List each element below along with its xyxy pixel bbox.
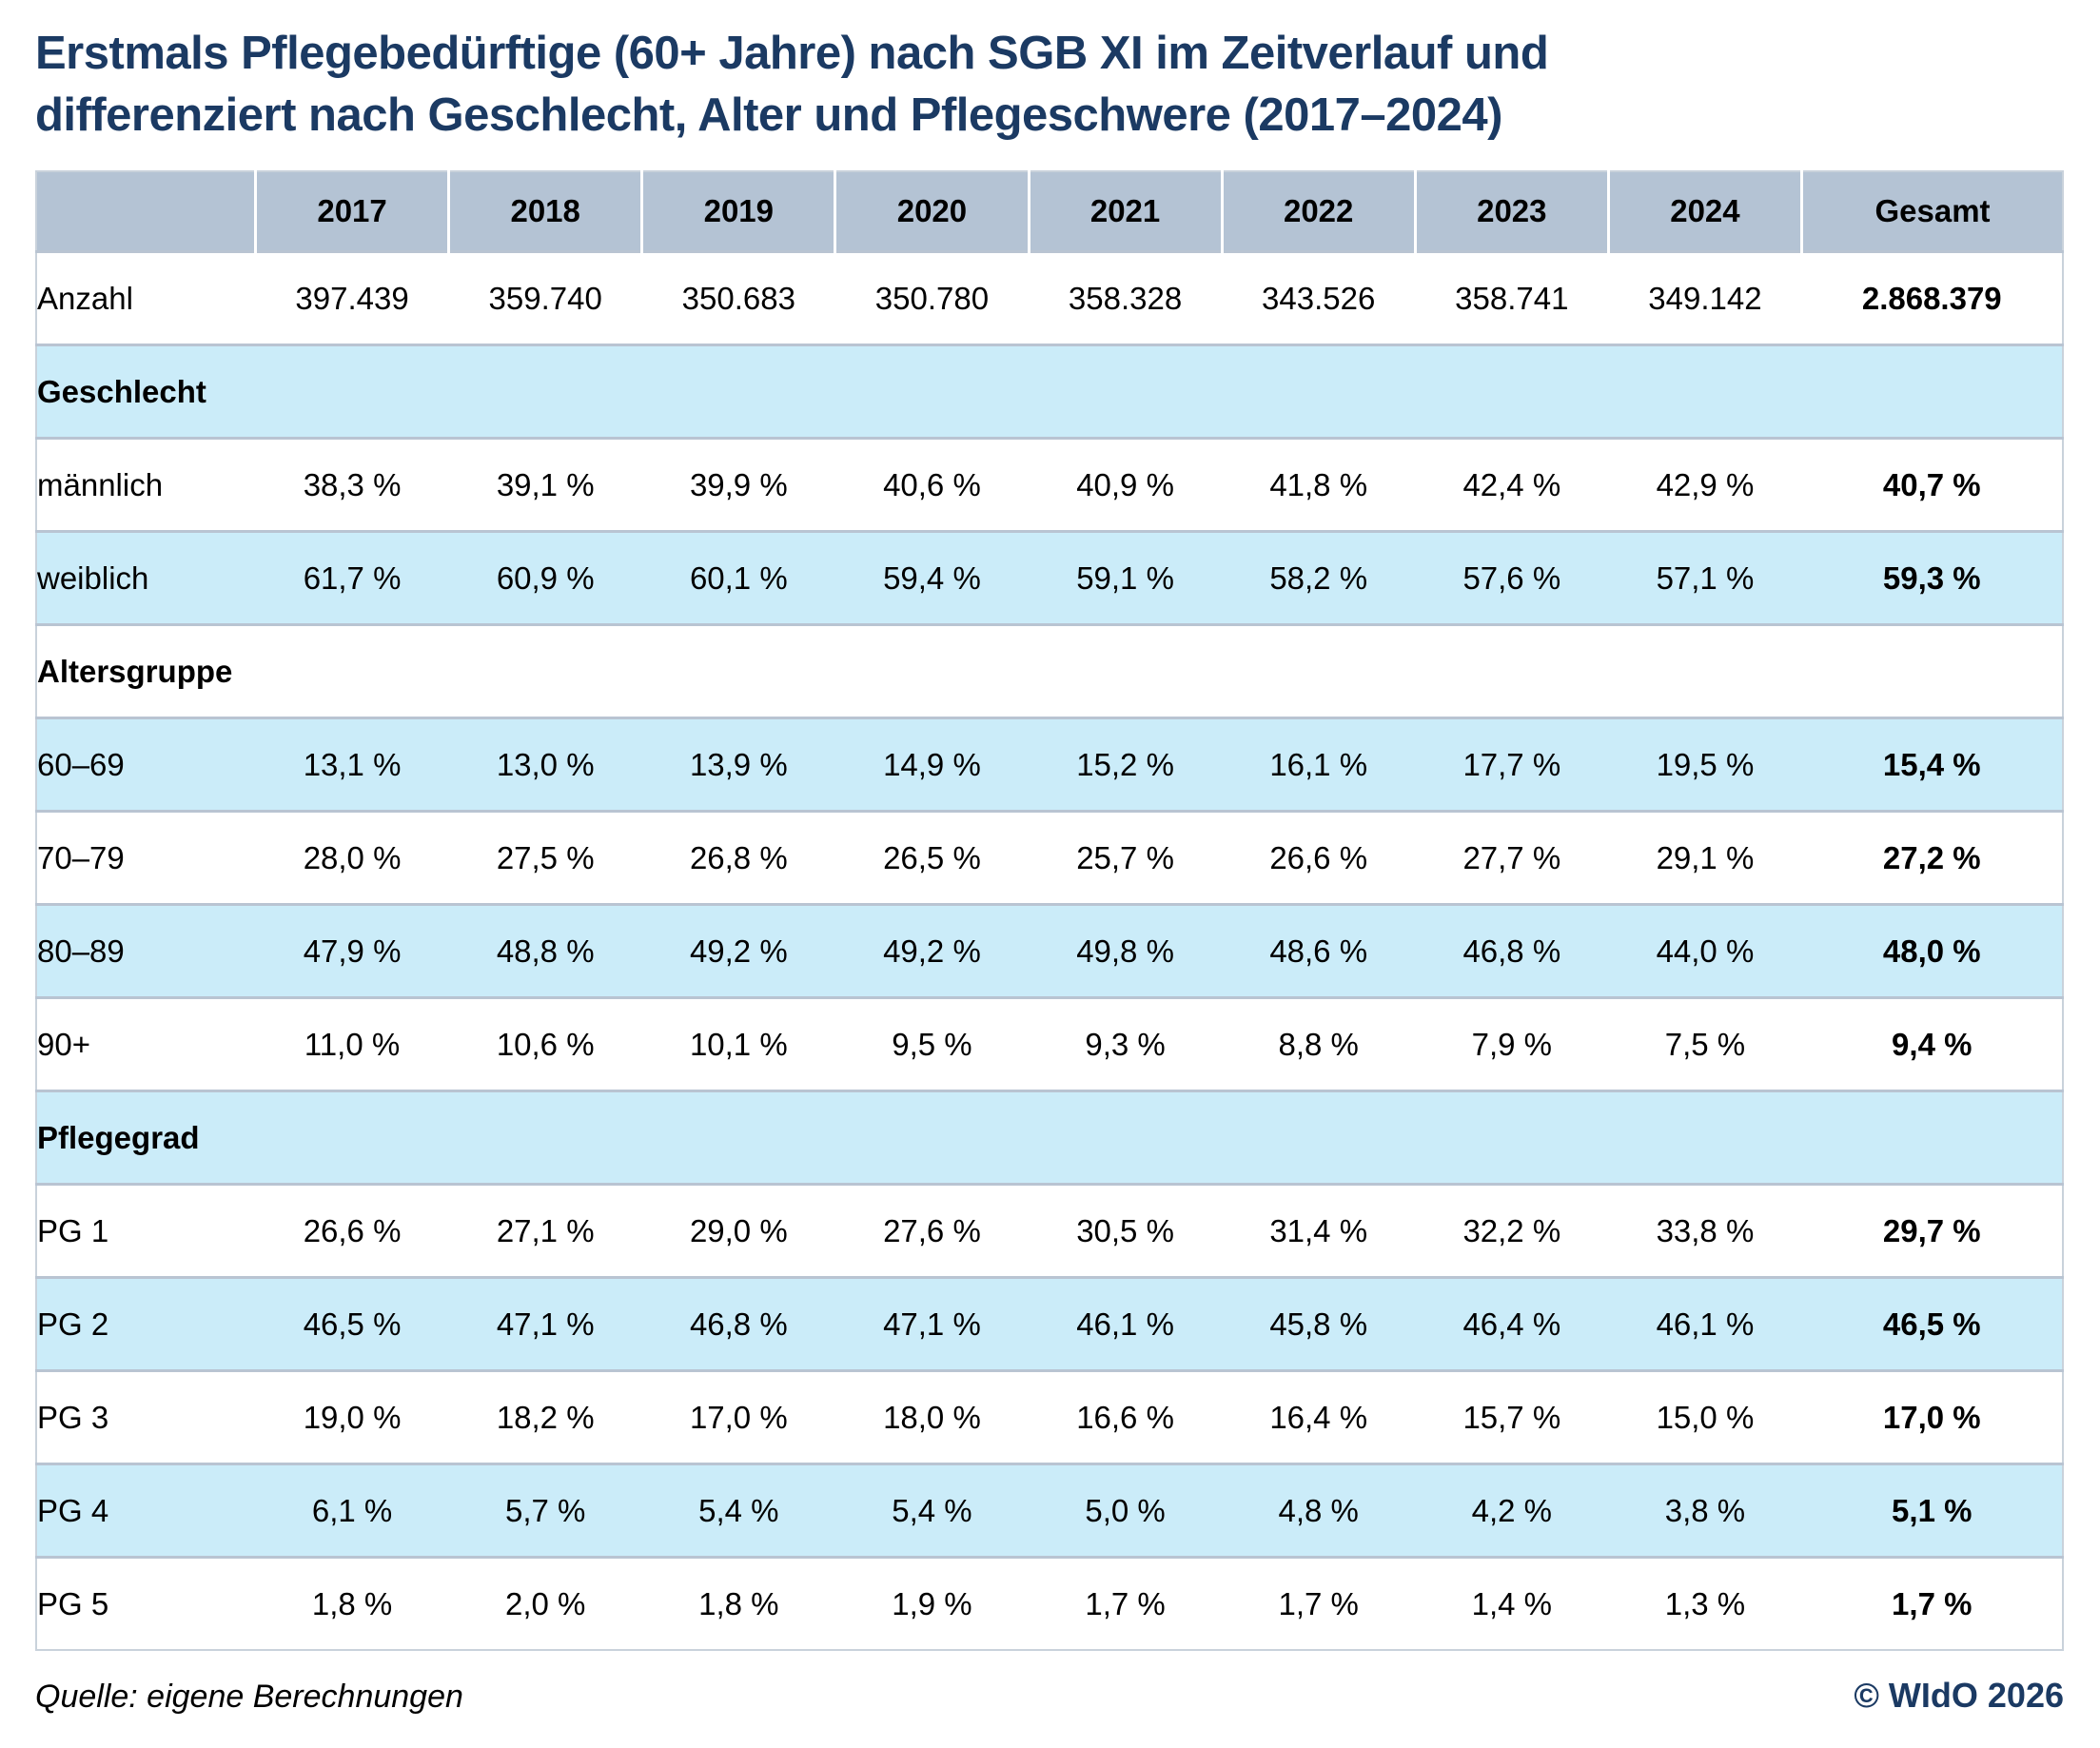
value-cell: 38,3 % xyxy=(256,439,449,532)
total-cell: 9,4 % xyxy=(1802,998,2064,1091)
value-cell: 15,7 % xyxy=(1415,1371,1608,1464)
value-cell: 16,4 % xyxy=(1222,1371,1415,1464)
value-cell: 48,8 % xyxy=(449,905,642,998)
value-cell: 16,6 % xyxy=(1029,1371,1222,1464)
value-cell: 7,9 % xyxy=(1415,998,1608,1091)
table-row xyxy=(36,532,2063,625)
row-label: Anzahl xyxy=(36,252,256,345)
value-cell: 343.526 xyxy=(1222,252,1415,345)
value-cell: 4,8 % xyxy=(1222,1464,1415,1558)
value-cell: 3,8 % xyxy=(1608,1464,1801,1558)
value-cell: 57,6 % xyxy=(1415,532,1608,625)
table-row xyxy=(36,812,2063,905)
value-cell: 10,6 % xyxy=(449,998,642,1091)
table-row xyxy=(36,1371,2063,1464)
value-cell: 7,5 % xyxy=(1608,998,1801,1091)
value-cell: 60,1 % xyxy=(642,532,835,625)
page-title-line1: Erstmals Pflegebedürftige (60+ Jahre) nach SGB XI im Zeitverlauf und xyxy=(35,28,1549,79)
value-cell: 14,9 % xyxy=(835,718,1029,812)
value-cell: 49,2 % xyxy=(835,905,1029,998)
section-row xyxy=(36,345,2063,439)
total-cell: 46,5 % xyxy=(1802,1278,2064,1371)
year-column-header: 2024 xyxy=(1608,171,1801,252)
table-row xyxy=(36,1185,2063,1278)
value-cell: 1,8 % xyxy=(642,1558,835,1651)
page-title-line2: differenziert nach Geschlecht, Alter und Pflegeschwere (2017–2024) xyxy=(35,88,1502,141)
value-cell: 5,4 % xyxy=(642,1464,835,1558)
value-cell: 13,1 % xyxy=(256,718,449,812)
value-cell: 17,0 % xyxy=(642,1371,835,1464)
value-cell: 39,9 % xyxy=(642,439,835,532)
value-cell: 1,7 % xyxy=(1222,1558,1415,1651)
value-cell: 26,5 % xyxy=(835,812,1029,905)
year-column-header: 2019 xyxy=(642,171,835,252)
value-cell: 359.740 xyxy=(449,252,642,345)
value-cell: 46,8 % xyxy=(642,1278,835,1371)
row-label: 70–79 xyxy=(36,812,256,905)
table-row xyxy=(36,1558,2063,1651)
value-cell: 397.439 xyxy=(256,252,449,345)
value-cell: 40,6 % xyxy=(835,439,1029,532)
total-cell: 5,1 % xyxy=(1802,1464,2064,1558)
value-cell: 46,1 % xyxy=(1608,1278,1801,1371)
row-label: PG 2 xyxy=(36,1278,256,1371)
total-cell: 15,4 % xyxy=(1802,718,2064,812)
value-cell: 16,1 % xyxy=(1222,718,1415,812)
copyright: © WIdO 2026 xyxy=(1854,1676,2064,1716)
total-cell: 1,7 % xyxy=(1802,1558,2064,1651)
value-cell: 19,5 % xyxy=(1608,718,1801,812)
table-head xyxy=(36,171,2063,252)
value-cell: 31,4 % xyxy=(1222,1185,1415,1278)
value-cell: 9,3 % xyxy=(1029,998,1222,1091)
corner-cell xyxy=(36,171,256,252)
value-cell: 57,1 % xyxy=(1608,532,1801,625)
section-label: Pflegegrad xyxy=(36,1091,2063,1185)
value-cell: 349.142 xyxy=(1608,252,1801,345)
value-cell: 33,8 % xyxy=(1608,1185,1801,1278)
value-cell: 27,1 % xyxy=(449,1185,642,1278)
value-cell: 8,8 % xyxy=(1222,998,1415,1091)
value-cell: 4,2 % xyxy=(1415,1464,1608,1558)
value-cell: 48,6 % xyxy=(1222,905,1415,998)
value-cell: 27,6 % xyxy=(835,1185,1029,1278)
page-title xyxy=(35,23,2065,146)
section-label: Altersgruppe xyxy=(36,625,2063,718)
data-table xyxy=(35,170,2064,1651)
value-cell: 18,2 % xyxy=(449,1371,642,1464)
value-cell: 26,8 % xyxy=(642,812,835,905)
table-row xyxy=(36,905,2063,998)
table-row xyxy=(36,1278,2063,1371)
value-cell: 17,7 % xyxy=(1415,718,1608,812)
value-cell: 1,9 % xyxy=(835,1558,1029,1651)
table-header-row xyxy=(36,171,2063,252)
year-column-header: 2018 xyxy=(449,171,642,252)
value-cell: 13,0 % xyxy=(449,718,642,812)
value-cell: 350.683 xyxy=(642,252,835,345)
row-label: PG 3 xyxy=(36,1371,256,1464)
value-cell: 27,7 % xyxy=(1415,812,1608,905)
table-body xyxy=(36,252,2063,1651)
year-column-header: 2021 xyxy=(1029,171,1222,252)
value-cell: 47,1 % xyxy=(835,1278,1029,1371)
value-cell: 32,2 % xyxy=(1415,1185,1608,1278)
value-cell: 350.780 xyxy=(835,252,1029,345)
value-cell: 25,7 % xyxy=(1029,812,1222,905)
row-label: PG 1 xyxy=(36,1185,256,1278)
value-cell: 1,3 % xyxy=(1608,1558,1801,1651)
value-cell: 15,0 % xyxy=(1608,1371,1801,1464)
section-row xyxy=(36,1091,2063,1185)
footer xyxy=(35,1676,2064,1716)
year-column-header: 2020 xyxy=(835,171,1029,252)
row-label: männlich xyxy=(36,439,256,532)
table-row xyxy=(36,998,2063,1091)
value-cell: 19,0 % xyxy=(256,1371,449,1464)
total-cell: 59,3 % xyxy=(1802,532,2064,625)
value-cell: 28,0 % xyxy=(256,812,449,905)
value-cell: 5,4 % xyxy=(835,1464,1029,1558)
table-row xyxy=(36,718,2063,812)
row-label: PG 4 xyxy=(36,1464,256,1558)
value-cell: 49,8 % xyxy=(1029,905,1222,998)
value-cell: 358.328 xyxy=(1029,252,1222,345)
total-cell: 2.868.379 xyxy=(1802,252,2064,345)
value-cell: 47,1 % xyxy=(449,1278,642,1371)
value-cell: 26,6 % xyxy=(256,1185,449,1278)
value-cell: 45,8 % xyxy=(1222,1278,1415,1371)
value-cell: 15,2 % xyxy=(1029,718,1222,812)
total-cell: 40,7 % xyxy=(1802,439,2064,532)
value-cell: 1,7 % xyxy=(1029,1558,1222,1651)
total-cell: 29,7 % xyxy=(1802,1185,2064,1278)
value-cell: 59,1 % xyxy=(1029,532,1222,625)
total-cell: 48,0 % xyxy=(1802,905,2064,998)
row-label: 60–69 xyxy=(36,718,256,812)
table-row xyxy=(36,252,2063,345)
value-cell: 29,1 % xyxy=(1608,812,1801,905)
value-cell: 60,9 % xyxy=(449,532,642,625)
value-cell: 59,4 % xyxy=(835,532,1029,625)
year-column-header: 2022 xyxy=(1222,171,1415,252)
value-cell: 42,9 % xyxy=(1608,439,1801,532)
total-cell: 17,0 % xyxy=(1802,1371,2064,1464)
value-cell: 46,8 % xyxy=(1415,905,1608,998)
year-column-header: 2017 xyxy=(256,171,449,252)
value-cell: 47,9 % xyxy=(256,905,449,998)
value-cell: 358.741 xyxy=(1415,252,1608,345)
row-label: 90+ xyxy=(36,998,256,1091)
row-label: 80–89 xyxy=(36,905,256,998)
year-column-header: 2023 xyxy=(1415,171,1608,252)
value-cell: 13,9 % xyxy=(642,718,835,812)
value-cell: 2,0 % xyxy=(449,1558,642,1651)
value-cell: 46,4 % xyxy=(1415,1278,1608,1371)
total-cell: 27,2 % xyxy=(1802,812,2064,905)
value-cell: 1,8 % xyxy=(256,1558,449,1651)
value-cell: 30,5 % xyxy=(1029,1185,1222,1278)
value-cell: 27,5 % xyxy=(449,812,642,905)
value-cell: 46,1 % xyxy=(1029,1278,1222,1371)
value-cell: 40,9 % xyxy=(1029,439,1222,532)
value-cell: 58,2 % xyxy=(1222,532,1415,625)
value-cell: 61,7 % xyxy=(256,532,449,625)
section-row xyxy=(36,625,2063,718)
value-cell: 26,6 % xyxy=(1222,812,1415,905)
source-note: Quelle: eigene Berechnungen xyxy=(35,1679,463,1716)
value-cell: 10,1 % xyxy=(642,998,835,1091)
value-cell: 5,0 % xyxy=(1029,1464,1222,1558)
value-cell: 6,1 % xyxy=(256,1464,449,1558)
value-cell: 5,7 % xyxy=(449,1464,642,1558)
value-cell: 44,0 % xyxy=(1608,905,1801,998)
value-cell: 39,1 % xyxy=(449,439,642,532)
gesamt-column-header: Gesamt xyxy=(1802,171,2064,252)
section-label: Geschlecht xyxy=(36,345,2063,439)
value-cell: 9,5 % xyxy=(835,998,1029,1091)
table-row xyxy=(36,1464,2063,1558)
value-cell: 49,2 % xyxy=(642,905,835,998)
row-label: PG 5 xyxy=(36,1558,256,1651)
value-cell: 42,4 % xyxy=(1415,439,1608,532)
value-cell: 18,0 % xyxy=(835,1371,1029,1464)
value-cell: 46,5 % xyxy=(256,1278,449,1371)
value-cell: 41,8 % xyxy=(1222,439,1415,532)
table-row xyxy=(36,439,2063,532)
value-cell: 11,0 % xyxy=(256,998,449,1091)
value-cell: 1,4 % xyxy=(1415,1558,1608,1651)
value-cell: 29,0 % xyxy=(642,1185,835,1278)
row-label: weiblich xyxy=(36,532,256,625)
